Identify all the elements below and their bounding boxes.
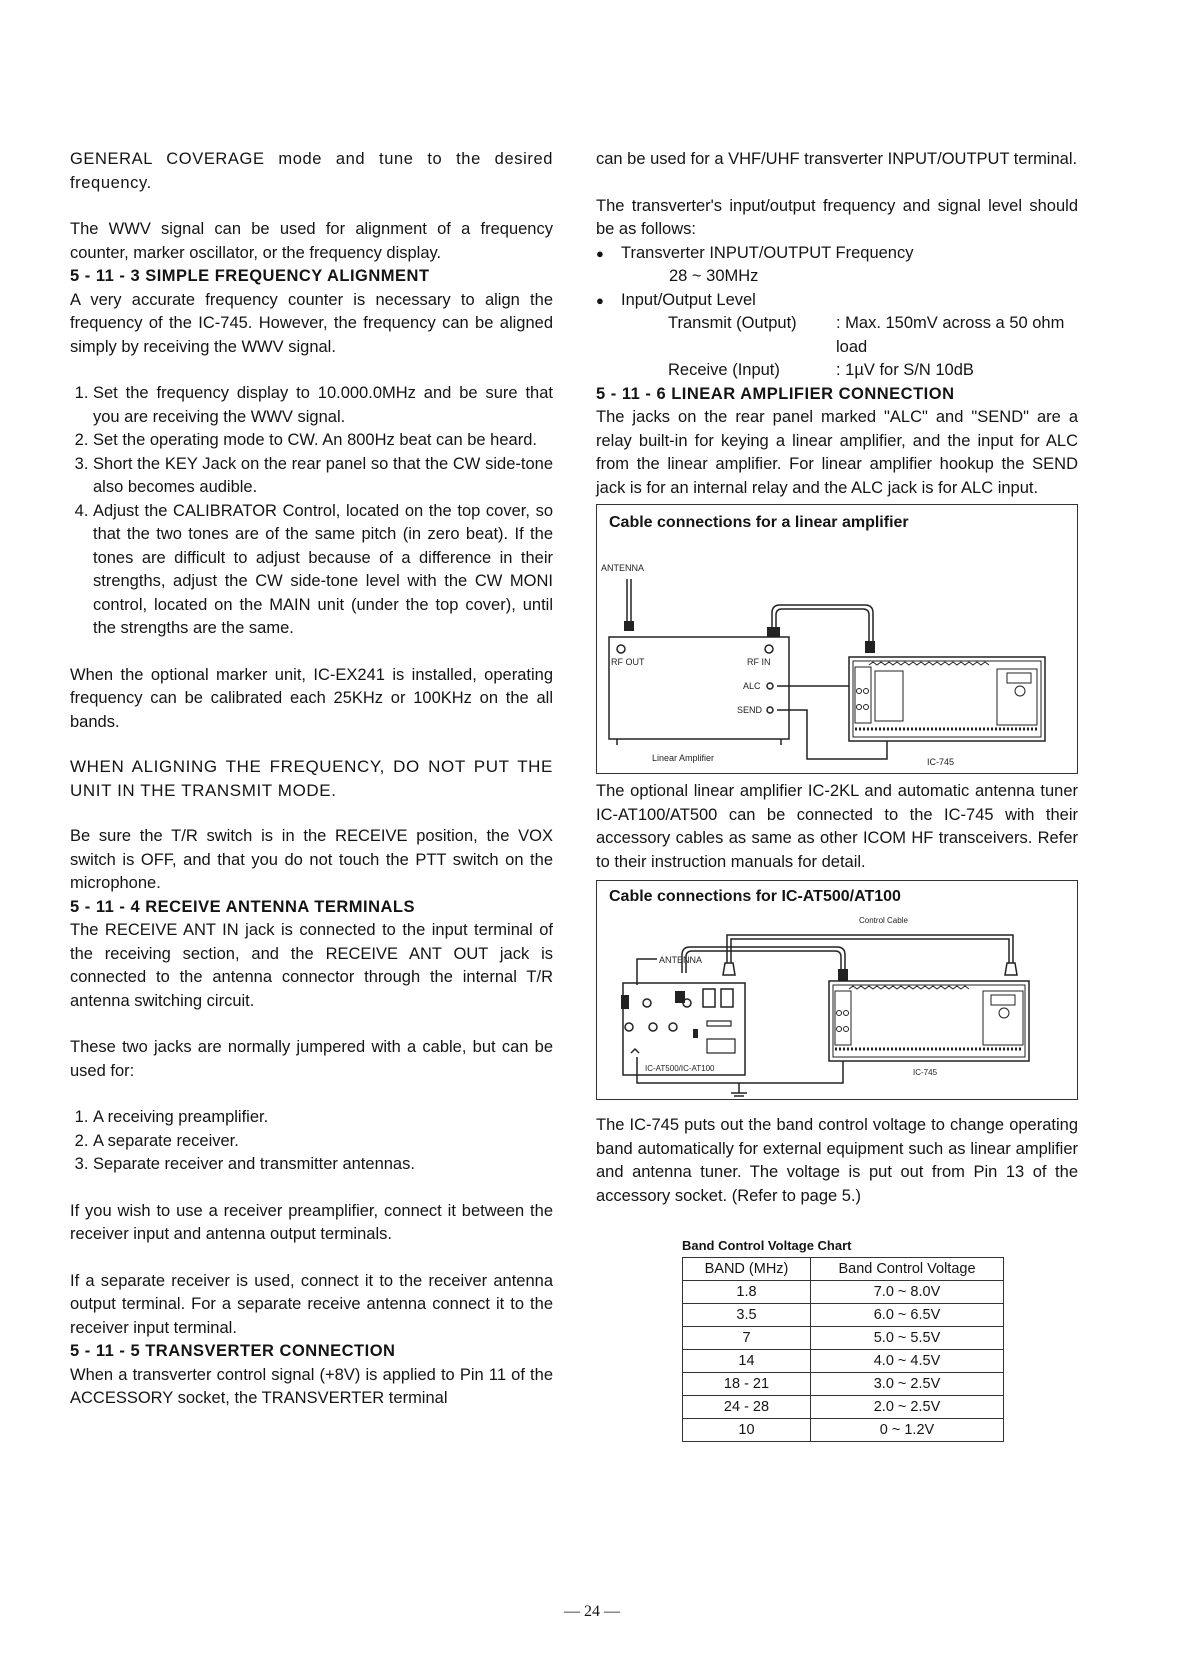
table-row	[683, 1304, 1004, 1327]
tuner-diagram	[597, 911, 1075, 1097]
table-row	[683, 1396, 1004, 1419]
list-item: 3. Separate receiver and transmitter antennas.	[93, 1153, 553, 1177]
figure-caption: Cable connections for a linear amplifier	[609, 514, 909, 531]
paragraph: GENERAL COVERAGE mode and tune to the desired frequency.	[70, 150, 553, 192]
cell-voltage: 2.0 ~ 2.5V	[811, 1396, 1004, 1419]
spec-value: 28 ~ 30MHz	[669, 267, 759, 285]
paragraph: When the optional marker unit, IC-EX241 is installed, operating frequency can be calibrated each 25KHz or 100KHz on the all bands.	[70, 665, 553, 731]
alc-label: ALC	[743, 681, 761, 691]
table-row	[683, 1350, 1004, 1373]
cell-voltage: 4.0 ~ 4.5V	[811, 1350, 1004, 1373]
paragraph: These two jacks are normally jumpered with a cable, but can be used for:	[70, 1038, 553, 1080]
table-row	[683, 1419, 1004, 1442]
plug-icon	[865, 641, 875, 653]
section-heading: 5 - 11 - 5 TRANSVERTER CONNECTION	[70, 1342, 396, 1360]
linear-amp-figure	[596, 504, 1078, 774]
paragraph: The IC-745 puts out the band control voltage to change operating band automatically for external equipment such as linear amplifier and antenna tuner. The voltage is put out from Pin 13 of the accessory socket. (Refer to page 5.)	[596, 1116, 1078, 1205]
warning-text: WHEN ALIGNING THE FREQUENCY, DO NOT PUT THE UNIT IN THE TRANSMIT MODE.	[70, 757, 553, 800]
cell-band: 3.5	[683, 1304, 811, 1327]
list-item	[596, 289, 1078, 313]
amp-label: Linear Amplifier	[652, 753, 715, 763]
list-item: 4. Adjust the CALIBRATOR Control, located on the top cover, so that the two tones are of the same pitch (in zero beat). If the tones are difficult to adjust because of a difference in their strengths, adjust the CW side-tone level with the CW MONI control, located on the MAIN unit (under the top cover), until the strengths are the same.	[93, 500, 553, 641]
cell-voltage: 6.0 ~ 6.5V	[811, 1304, 1004, 1327]
rx-value: : 1µV for S/N 10dB	[836, 361, 974, 379]
right-column	[596, 148, 1078, 1442]
plug-icon	[624, 621, 634, 631]
table-header-row	[683, 1258, 1004, 1281]
section-heading: 5 - 11 - 4 RECEIVE ANTENNA TERMINALS	[70, 897, 415, 916]
plug-icon	[767, 627, 780, 637]
cell-band: 7	[683, 1327, 811, 1350]
paragraph: A very accurate frequency counter is necessary to align the frequency of the IC-745. However, the frequency can be aligned simply by receiving the WWV signal.	[70, 290, 553, 356]
list-item: 2. Set the operating mode to CW. An 800Hz beat can be heard.	[93, 429, 553, 453]
left-column	[70, 148, 553, 1411]
header-voltage: Band Control Voltage	[811, 1258, 1004, 1281]
figure-caption: Cable connections for IC-AT500/AT100	[609, 888, 901, 905]
list-item: 3. Short the KEY Jack on the rear panel so that the CW side-tone also becomes audible.	[93, 453, 553, 500]
table-row	[683, 1281, 1004, 1304]
rx-label: Receive (Input)	[668, 361, 780, 379]
uses-list	[70, 1106, 553, 1177]
linear-amp-diagram	[597, 541, 1075, 771]
table-row	[683, 1327, 1004, 1350]
cell-voltage: 7.0 ~ 8.0V	[811, 1281, 1004, 1304]
rf-out-label: RF OUT	[611, 657, 645, 667]
band-control-voltage-table	[682, 1257, 1004, 1442]
paragraph: If you wish to use a receiver preamplifier, connect it between the receiver input and antenna output terminals.	[70, 1201, 553, 1243]
chart-title: Band Control Voltage Chart	[682, 1238, 852, 1253]
paragraph: If a separate receiver is used, connect it to the receiver antenna output terminal. For a separate receive antenna connect it to the receiver input terminal.	[70, 1271, 553, 1337]
list-item: 1. Set the frequency display to 10.000.0MHz and be sure that you are receiving the WWV signal.	[93, 382, 553, 429]
tuner-figure	[596, 880, 1078, 1100]
tx-label: Transmit (Output)	[668, 314, 797, 332]
paragraph: The jacks on the rear panel marked "ALC" and "SEND" are a relay built-in for keying a linear amplifier, and the input for ALC from the linear amplifier. For linear amplifier hookup the SEND jack is for an internal relay and the ALC jack is for ALC input.	[596, 408, 1078, 497]
cell-band: 14	[683, 1350, 811, 1373]
list-item	[596, 242, 1078, 289]
cell-band: 1.8	[683, 1281, 811, 1304]
level-spec	[596, 312, 1078, 383]
section-heading: 5 - 11 - 6 LINEAR AMPLIFIER CONNECTION	[596, 384, 955, 403]
connector-icon	[723, 963, 735, 975]
cell-voltage: 3.0 ~ 2.5V	[811, 1373, 1004, 1396]
plug-icon	[838, 969, 848, 981]
paragraph: The RECEIVE ANT IN jack is connected to the input terminal of the receiving section, and the RECEIVE ANT OUT jack is connected to the antenna connector through the internal T/R antenna switching circuit.	[70, 921, 553, 1010]
rf-in-label: RF IN	[747, 657, 771, 667]
list-item: 2. A separate receiver.	[93, 1130, 553, 1154]
paragraph: The optional linear amplifier IC-2KL and automatic antenna tuner IC-AT100/AT500 can be connected to the IC-745 with their accessory cables as same as other ICOM HF transceivers. Refer to their instruction manuals for detail.	[596, 782, 1078, 871]
cell-band: 18 - 21	[683, 1373, 811, 1396]
cell-voltage: 0 ~ 1.2V	[811, 1419, 1004, 1442]
antenna-label: ANTENNA	[601, 563, 645, 573]
tx-value: : Max. 150mV across a 50 ohm load	[836, 314, 1065, 356]
paragraph: The transverter's input/output frequency and signal level should be as follows:	[596, 196, 1078, 238]
cell-voltage: 5.0 ~ 5.5V	[811, 1327, 1004, 1350]
send-label: SEND	[737, 705, 763, 715]
cell-band: 10	[683, 1419, 811, 1442]
connector-icon	[1005, 963, 1017, 975]
alignment-steps	[70, 382, 553, 641]
radio-label: IC-745	[913, 1068, 938, 1077]
list-item: 1. A receiving preamplifier.	[93, 1106, 553, 1130]
radio-label: IC-745	[927, 757, 955, 767]
spec-list	[596, 242, 1078, 313]
control-cable-label: Control Cable	[859, 916, 908, 925]
tuner-label: IC-AT500/IC-AT100	[645, 1064, 715, 1073]
antenna-label: ANTENNA	[659, 955, 703, 965]
paragraph: The WWV signal can be used for alignment of a frequency counter, marker oscillator, or the frequency display.	[70, 220, 553, 262]
cell-band: 24 - 28	[683, 1396, 811, 1419]
header-band: BAND (MHz)	[683, 1258, 811, 1281]
paragraph: When a transverter control signal (+8V) is applied to Pin 11 of the ACCESSORY socket, the TRANSVERTER terminal	[70, 1365, 553, 1407]
paragraph: Be sure the T/R switch is in the RECEIVE position, the VOX switch is OFF, and that you do not touch the PTT switch on the microphone.	[70, 827, 553, 892]
section-heading: 5 - 11 - 3 SIMPLE FREQUENCY ALIGNMENT	[70, 267, 430, 285]
spec-label: Input/Output Level	[621, 290, 756, 309]
spec-label: Transverter INPUT/OUTPUT Frequency	[621, 243, 914, 262]
page-number: — 24 —	[564, 1603, 620, 1620]
table-row	[683, 1373, 1004, 1396]
linear-amplifier-box	[609, 637, 789, 739]
paragraph: can be used for a VHF/UHF transverter INPUT/OUTPUT terminal.	[596, 150, 1078, 168]
